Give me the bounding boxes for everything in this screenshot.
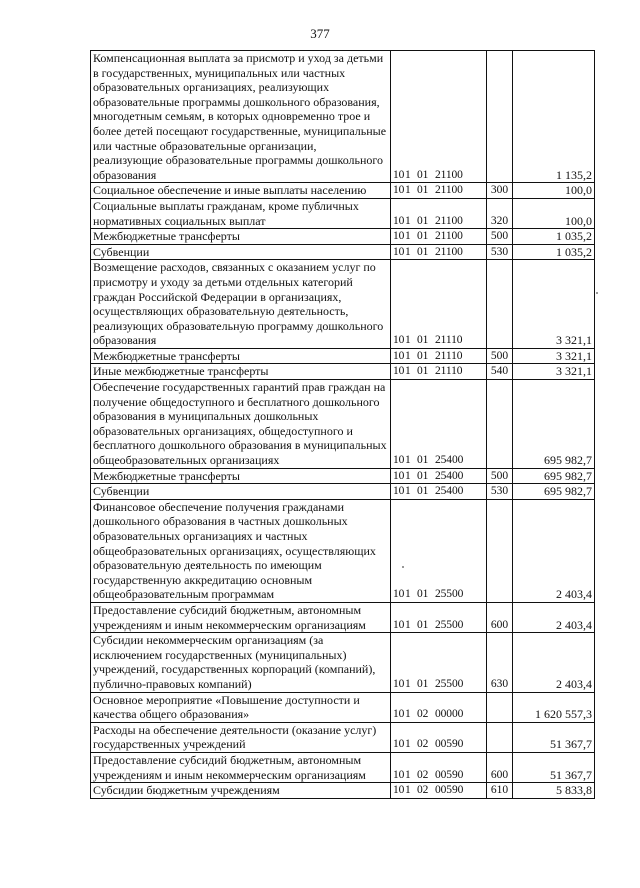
expense-type-cell: 540 [487, 364, 513, 380]
table-row [91, 633, 595, 692]
expense-type-cell: 530 [487, 484, 513, 500]
code-segment: 1 [405, 349, 411, 362]
code-segment: 21110 [435, 349, 463, 362]
target-article-code-cell [391, 692, 487, 722]
table-row [91, 380, 595, 469]
table-row [91, 692, 595, 722]
expense-type-cell: 530 [487, 244, 513, 260]
expense-name-cell: Расходы на обеспечение деятельности (оказание услуг) государственных учреждений [91, 722, 391, 752]
amount-cell: 2 403,4 [513, 633, 595, 692]
expense-type-cell: 500 [487, 468, 513, 484]
code-segment: 10 [393, 349, 405, 362]
code-segment: 01 [417, 469, 429, 482]
table-row [91, 752, 595, 782]
target-article-code-cell [391, 183, 487, 199]
expense-name-cell: Межбюджетные трансферты [91, 348, 391, 364]
expense-name-cell: Предоставление субсидий бюджетным, автономным учреждениям и иным некоммерческим организациям [91, 752, 391, 782]
table-row [91, 722, 595, 752]
code-segment: 1 [405, 365, 411, 378]
table-row [91, 499, 595, 602]
table-row [91, 198, 595, 228]
table-row [91, 260, 595, 349]
code-segment: 1 [405, 768, 411, 781]
code-segment: 25500 [435, 588, 464, 601]
table-row [91, 183, 595, 199]
code-segment: 25500 [435, 618, 464, 631]
expense-name-cell: Обеспечение государственных гарантий прав граждан на получение общедоступного и бесплатного дошкольного образования в муниципальных дошкольных образовательных организациях, общедоступного и бесплатного дошкольного образования в муниципальных общеобразовательных организациях [91, 380, 391, 469]
code-segment: 01 [417, 230, 429, 243]
code-segment: 1 [405, 784, 411, 797]
expense-type-cell [487, 51, 513, 183]
expense-name-cell: Социальное обеспечение и иные выплаты населению [91, 183, 391, 199]
code-segment: 02 [417, 708, 429, 721]
code-segment: 10 [393, 168, 405, 181]
code-segment: 10 [393, 708, 405, 721]
expense-type-cell: 600 [487, 602, 513, 632]
code-segment: 21100 [435, 230, 463, 243]
code-segment: 01 [417, 245, 429, 258]
amount-cell: 695 982,7 [513, 380, 595, 469]
code-segment: 1 [405, 588, 411, 601]
code-segment: 01 [417, 677, 429, 690]
code-segment: 02 [417, 738, 429, 751]
scan-speck [402, 566, 404, 568]
target-article-code-cell [391, 468, 487, 484]
code-segment: 21110 [435, 365, 463, 378]
expense-name-cell: Основное мероприятие «Повышение доступности и качества общего образования» [91, 692, 391, 722]
code-segment: 01 [417, 485, 429, 498]
amount-cell: 1 620 557,3 [513, 692, 595, 722]
amount-cell: 1 035,2 [513, 244, 595, 260]
expense-type-cell [487, 692, 513, 722]
code-segment: 01 [417, 365, 429, 378]
code-segment: 10 [393, 677, 405, 690]
code-segment: 21100 [435, 168, 463, 181]
code-segment: 1 [405, 677, 411, 690]
amount-cell: 3 321,1 [513, 364, 595, 380]
amount-cell: 695 982,7 [513, 484, 595, 500]
code-segment: 10 [393, 588, 405, 601]
table-row [91, 229, 595, 245]
code-segment: 1 [405, 184, 411, 197]
expense-name-cell: Социальные выплаты гражданам, кроме публичных нормативных социальных выплат [91, 198, 391, 228]
expense-name-cell: Предоставление субсидий бюджетным, автономным учреждениям и иным некоммерческим организациям [91, 602, 391, 632]
page-number: 377 [310, 26, 330, 41]
code-segment: 1 [405, 738, 411, 751]
amount-cell: 2 403,4 [513, 602, 595, 632]
code-segment: 10 [393, 784, 405, 797]
code-segment: 01 [417, 349, 429, 362]
expense-type-cell [487, 260, 513, 349]
target-article-code-cell [391, 722, 487, 752]
budget-table [90, 50, 595, 799]
amount-cell: 51 367,7 [513, 722, 595, 752]
expense-type-cell [487, 722, 513, 752]
amount-cell: 1 135,2 [513, 51, 595, 183]
expense-type-cell [487, 380, 513, 469]
code-segment: 21110 [435, 334, 463, 347]
code-segment: 10 [393, 469, 405, 482]
code-segment: 10 [393, 230, 405, 243]
expense-name-cell: Субсидии некоммерческим организациям (за исключением государственных (муниципальных) учреждений, государственных корпораций (компаний), публично-правовых компаний) [91, 633, 391, 692]
code-segment: 1 [405, 214, 411, 227]
expense-name-cell: Субсидии бюджетным учреждениям [91, 783, 391, 799]
amount-cell: 100,0 [513, 183, 595, 199]
code-segment: 1 [405, 334, 411, 347]
amount-cell: 3 321,1 [513, 348, 595, 364]
target-article-code-cell [391, 364, 487, 380]
code-segment: 10 [393, 334, 405, 347]
code-segment: 10 [393, 485, 405, 498]
expense-name-cell: Финансовое обеспечение получения гражданами дошкольного образования в частных дошкольных образовательных организациях и частных общеобразовательных организациях, осуществляющих образовательную деятельность по имеющим государственную аккредитацию основным общеобразовательным программам [91, 499, 391, 602]
code-segment: 10 [393, 184, 405, 197]
target-article-code-cell [391, 380, 487, 469]
code-segment: 25400 [435, 469, 464, 482]
code-segment: 21100 [435, 214, 463, 227]
target-article-code-cell [391, 260, 487, 349]
code-segment: 10 [393, 618, 405, 631]
expense-type-cell: 630 [487, 633, 513, 692]
code-segment: 00590 [435, 768, 464, 781]
target-article-code-cell [391, 198, 487, 228]
code-segment: 1 [405, 245, 411, 258]
target-article-code-cell [391, 633, 487, 692]
expense-type-cell: 500 [487, 348, 513, 364]
expense-type-cell: 600 [487, 752, 513, 782]
code-segment: 10 [393, 365, 405, 378]
expense-type-cell: 300 [487, 183, 513, 199]
code-segment: 01 [417, 588, 429, 601]
code-segment: 02 [417, 768, 429, 781]
expense-type-cell: 320 [487, 198, 513, 228]
code-segment: 01 [417, 168, 429, 181]
code-segment: 10 [393, 454, 405, 467]
code-segment: 10 [393, 245, 405, 258]
code-segment: 01 [417, 184, 429, 197]
table-row [91, 348, 595, 364]
target-article-code-cell [391, 783, 487, 799]
table-row [91, 51, 595, 183]
code-segment: 25400 [435, 454, 464, 467]
code-segment: 21100 [435, 184, 463, 197]
code-segment: 10 [393, 738, 405, 751]
table-row [91, 783, 595, 799]
code-segment: 1 [405, 168, 411, 181]
code-segment: 1 [405, 708, 411, 721]
amount-cell: 51 367,7 [513, 752, 595, 782]
expense-name-cell: Возмещение расходов, связанных с оказанием услуг по присмотру и уходу за детьми отдельных категорий граждан Российской Федерации в организациях, осуществляющих образовательную деятельность, реализующих образовательную программу дошкольного образования [91, 260, 391, 349]
target-article-code-cell [391, 229, 487, 245]
code-segment: 1 [405, 469, 411, 482]
code-segment: 1 [405, 230, 411, 243]
scan-speck [596, 292, 598, 294]
code-segment: 00000 [435, 708, 464, 721]
target-article-code-cell [391, 484, 487, 500]
target-article-code-cell [391, 499, 487, 602]
code-segment: 1 [405, 454, 411, 467]
expense-name-cell: Субвенции [91, 244, 391, 260]
amount-cell: 5 833,8 [513, 783, 595, 799]
table-row [91, 484, 595, 500]
expense-type-cell: 500 [487, 229, 513, 245]
code-segment: 25400 [435, 485, 464, 498]
expense-type-cell [487, 499, 513, 602]
code-segment: 01 [417, 454, 429, 467]
amount-cell: 1 035,2 [513, 229, 595, 245]
expense-name-cell: Межбюджетные трансферты [91, 468, 391, 484]
target-article-code-cell [391, 244, 487, 260]
amount-cell: 100,0 [513, 198, 595, 228]
budget-table-body [91, 51, 595, 799]
table-row [91, 602, 595, 632]
expense-name-cell: Субвенции [91, 484, 391, 500]
table-row [91, 244, 595, 260]
table-row [91, 468, 595, 484]
target-article-code-cell [391, 602, 487, 632]
code-segment: 02 [417, 784, 429, 797]
target-article-code-cell [391, 348, 487, 364]
amount-cell: 3 321,1 [513, 260, 595, 349]
expense-name-cell: Межбюджетные трансферты [91, 229, 391, 245]
code-segment: 01 [417, 214, 429, 227]
amount-cell: 2 403,4 [513, 499, 595, 602]
amount-cell: 695 982,7 [513, 468, 595, 484]
code-segment: 21100 [435, 245, 463, 258]
expense-type-cell: 610 [487, 783, 513, 799]
code-segment: 00590 [435, 784, 464, 797]
expense-name-cell: Компенсационная выплата за присмотр и уход за детьми в государственных, муниципальных или частных образовательных организациях, реализующих образовательные программы дошкольного образования, многодетным семьям, в которых одновременно трое и более детей посещают государственные, муниципальные или частные образовательные организации, реализующие образовательные программы дошкольного образования [91, 51, 391, 183]
code-segment: 1 [405, 485, 411, 498]
table-row [91, 364, 595, 380]
target-article-code-cell [391, 752, 487, 782]
code-segment: 01 [417, 334, 429, 347]
code-segment: 10 [393, 214, 405, 227]
code-segment: 1 [405, 618, 411, 631]
code-segment: 01 [417, 618, 429, 631]
code-segment: 10 [393, 768, 405, 781]
expense-name-cell: Иные межбюджетные трансферты [91, 364, 391, 380]
code-segment: 25500 [435, 677, 464, 690]
code-segment: 00590 [435, 738, 464, 751]
target-article-code-cell [391, 51, 487, 183]
